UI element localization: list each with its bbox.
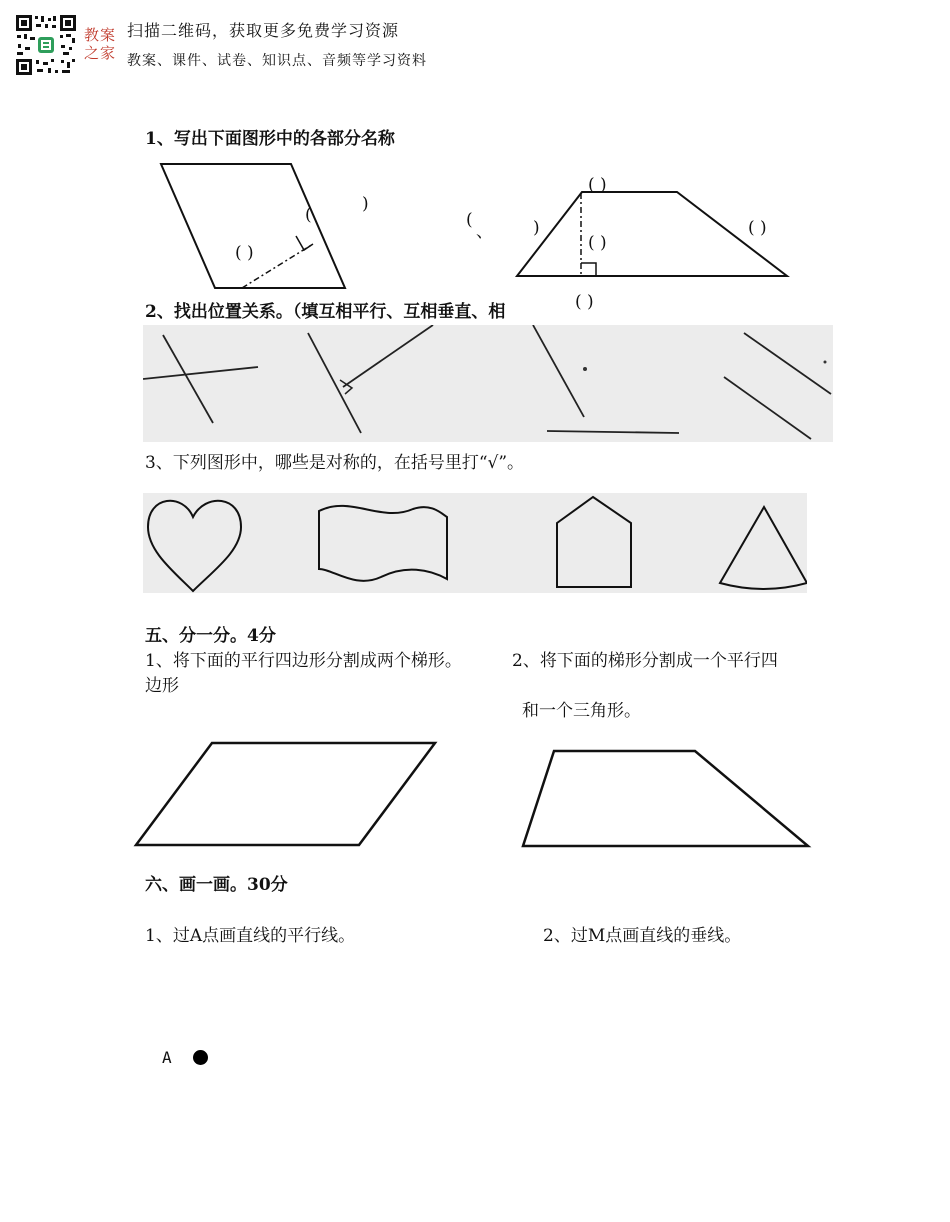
- brand-logo-text: [84, 26, 116, 62]
- pentagon-house-shape: [557, 497, 631, 587]
- symmetry-shapes-panel: [143, 493, 807, 593]
- q2-title: 2、找出位置关系。（填互相平行、互相垂直、相: [145, 302, 506, 322]
- parallelogram-to-split: [132, 738, 442, 850]
- blank-height: ( ): [588, 233, 607, 253]
- blank-left-leg-close: ): [533, 218, 540, 238]
- blank-paren-pair: ( ): [235, 243, 254, 263]
- blank-paren-close: ): [362, 194, 369, 214]
- section6-item1: 1、过A点画直线的平行线。: [145, 926, 356, 946]
- section5-item1-cont: 边形: [145, 676, 179, 696]
- point-a-dot: [193, 1050, 208, 1065]
- q3-title: 3、下列图形中，哪些是对称的，在括号里打“√”。: [145, 453, 525, 473]
- parallelogram-figure: [155, 158, 355, 294]
- brand-line-1: 教案: [84, 26, 117, 44]
- sector-shape: [720, 507, 807, 589]
- qr-code-graphic: [15, 14, 77, 76]
- blank-left-leg-dun: 、: [476, 222, 493, 242]
- blank-bottom-base: ( ): [575, 292, 594, 312]
- line-relations-panel: [143, 325, 833, 442]
- wave-flag-shape: [319, 506, 447, 581]
- section6-title: 六、画一画。30分: [145, 875, 288, 895]
- blank-right-leg: ( ): [748, 218, 767, 238]
- blank-paren-open: (: [305, 205, 312, 225]
- qr-code: [15, 14, 77, 76]
- blank-left-leg-open: (: [466, 210, 473, 230]
- section5-item2: 2、将下面的梯形分割成一个平行四: [512, 651, 778, 671]
- section5-item2-cont: 和一个三角形。: [522, 701, 641, 721]
- section5-title: 五、分一分。4分: [145, 626, 276, 646]
- q1-title: 1、写出下面图形中的各部分名称: [145, 129, 395, 149]
- blank-top-base: ( ): [588, 175, 607, 195]
- header-subtitle: 教案、课件、试卷、知识点、音频等学习资料: [127, 53, 427, 69]
- section5-item1: 1、将下面的平行四边形分割成两个梯形。: [145, 651, 462, 671]
- section6-item2: 2、过M点画直线的垂线。: [543, 926, 742, 946]
- trapezoid-to-split: [518, 746, 814, 850]
- heart-shape: [148, 501, 241, 591]
- point-a-label: A: [162, 1048, 172, 1067]
- brand-line-2: 之家: [84, 44, 117, 62]
- header-slogan: 扫描二维码，获取更多免费学习资源: [127, 21, 400, 40]
